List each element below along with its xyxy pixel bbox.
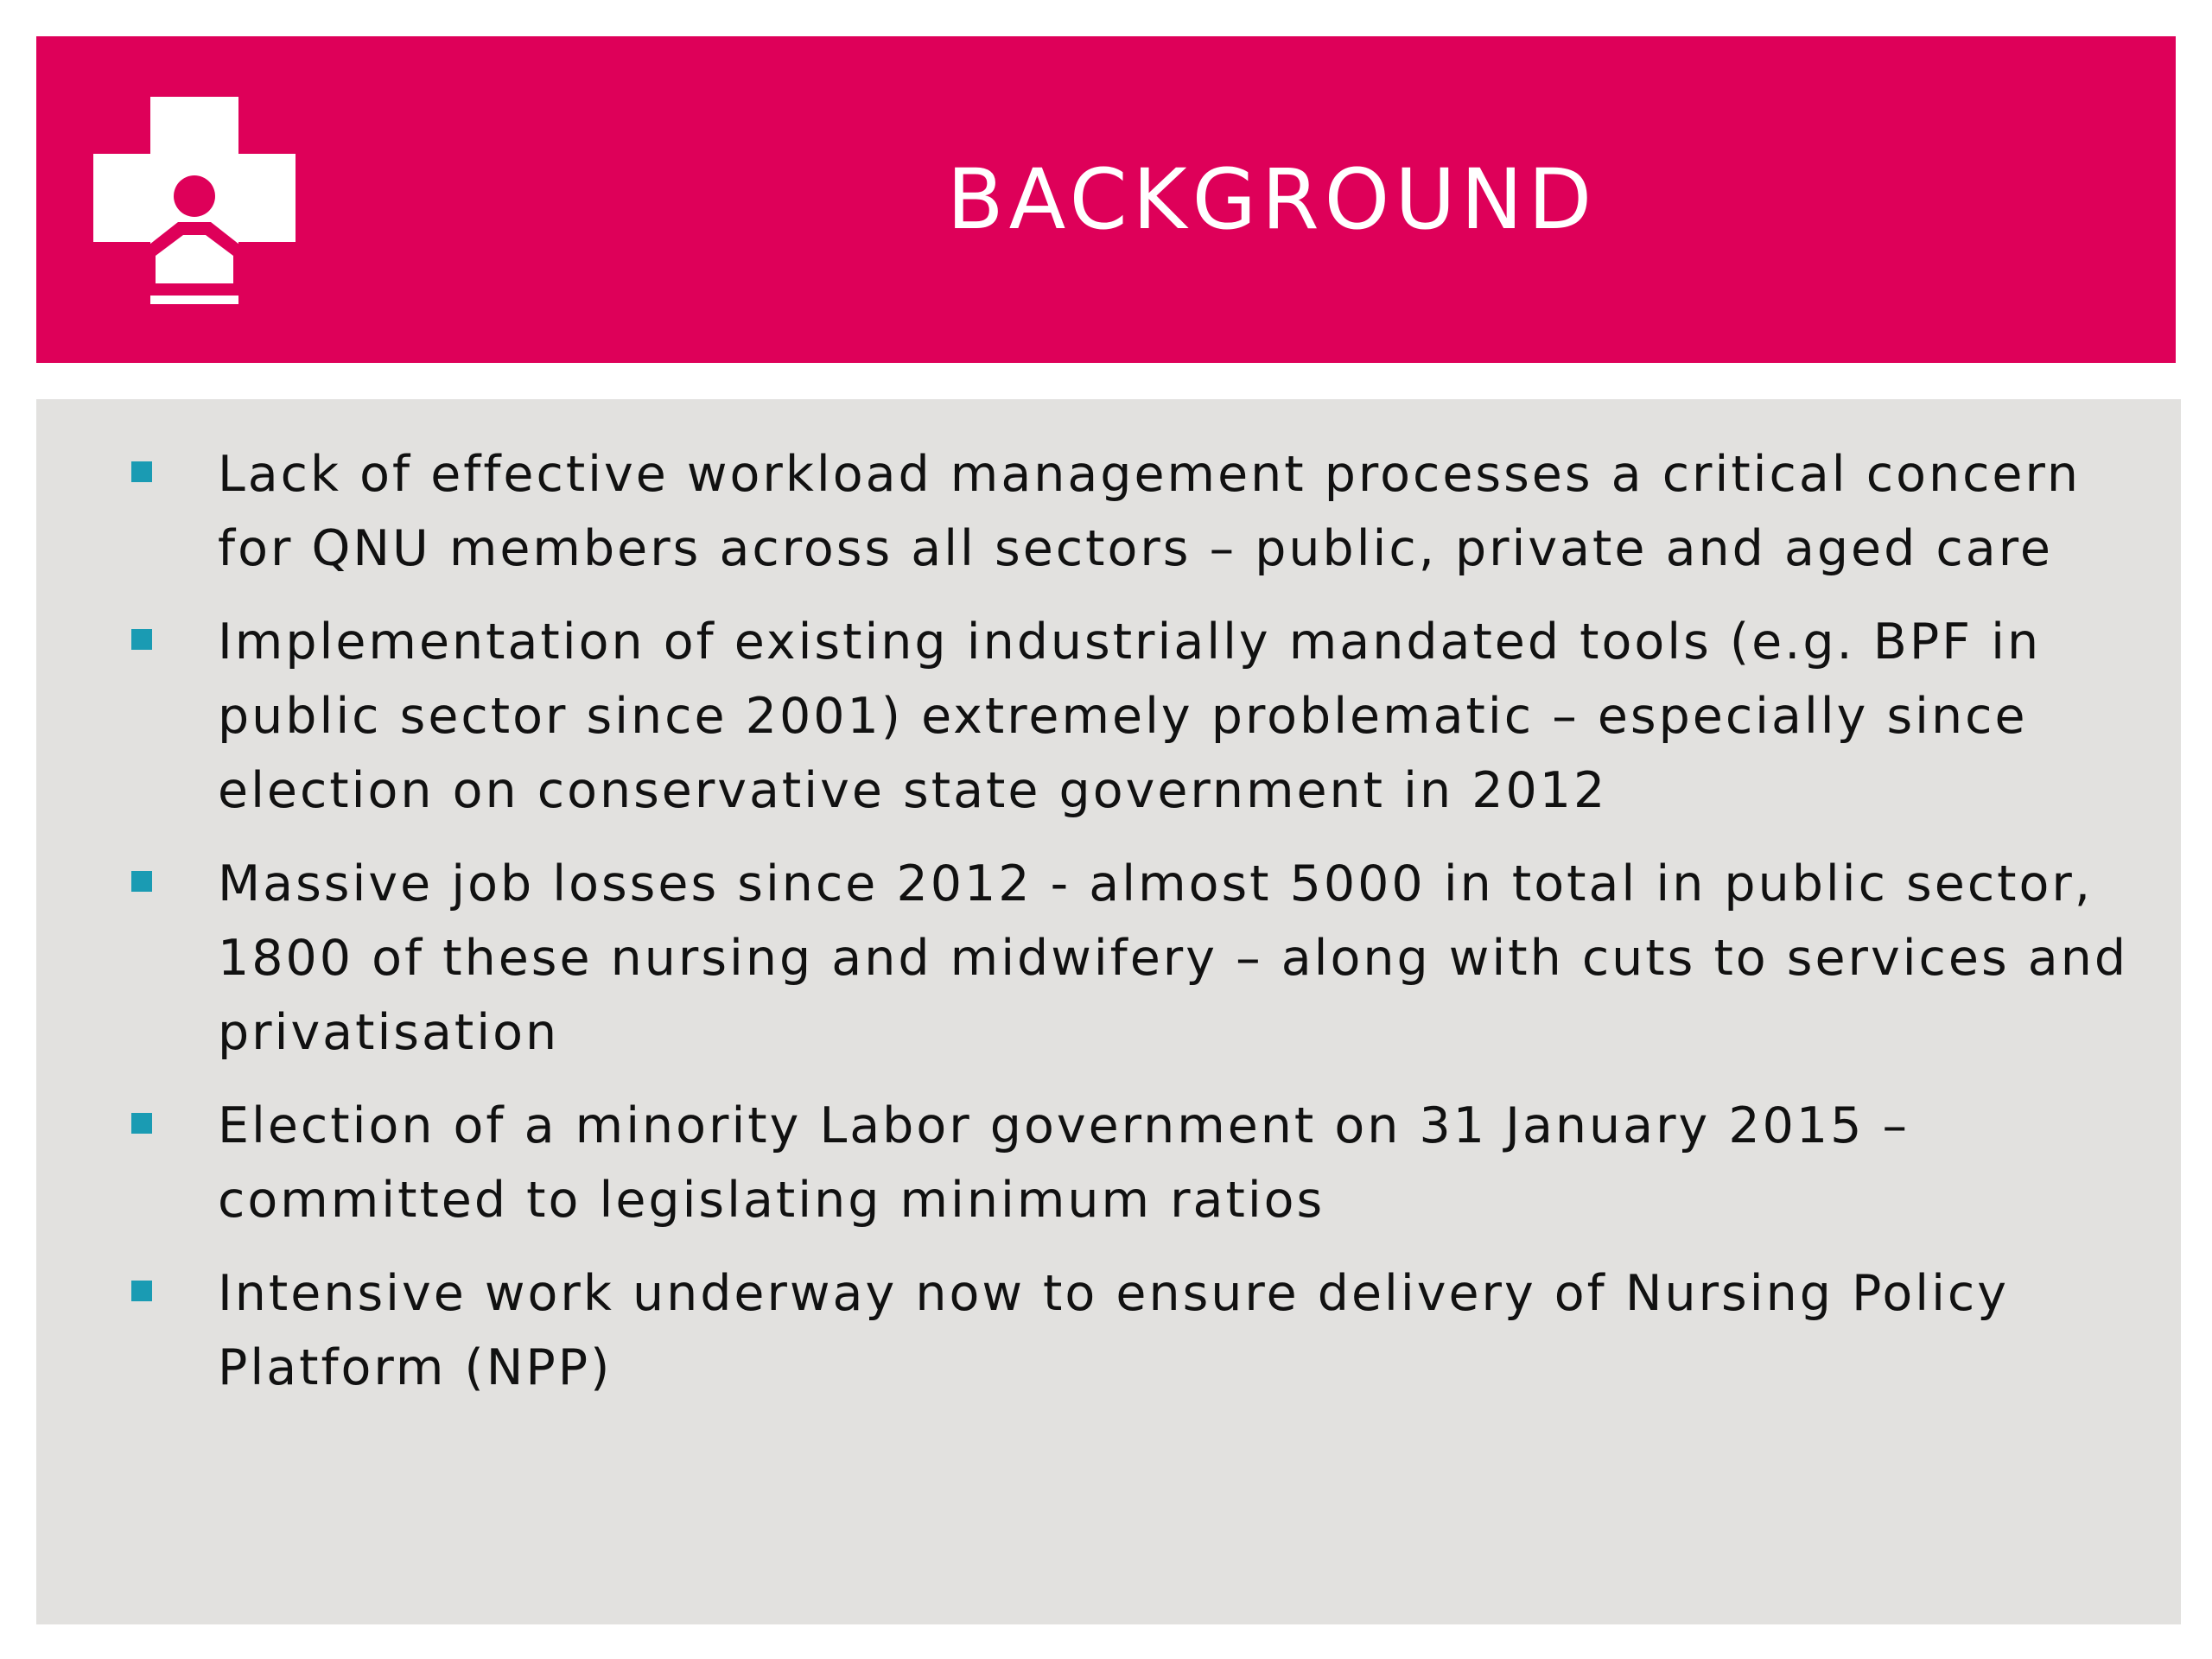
square-bullet-icon: [131, 1113, 152, 1134]
title-banner: [36, 36, 2176, 363]
bullet-text: Election of a minority Labor government on 31 January 2015 – committed to legislating minimum ratios: [218, 1097, 1910, 1229]
nurse-cross-icon: [93, 97, 296, 304]
square-bullet-icon: [131, 461, 152, 482]
bullet-item: [131, 847, 2145, 1070]
square-bullet-icon: [131, 871, 152, 892]
bullet-list: [131, 437, 2145, 1424]
square-bullet-icon: [131, 1281, 152, 1301]
bullet-text: Intensive work underway now to ensure delivery of Nursing Policy Platform (NPP): [218, 1265, 2009, 1396]
square-bullet-icon: [131, 629, 152, 650]
bullet-text: Implementation of existing industrially mandated tools (e.g. BPF in public sector since 2001) extremely problematic – especially since election on conservative state government in 2012: [218, 613, 2042, 819]
bullet-text: Lack of effective workload management processes a critical concern for QNU members across all sectors – public, private and aged care: [218, 446, 2082, 577]
bullet-item: [131, 1256, 2145, 1405]
bullet-item: [131, 605, 2145, 828]
content-panel: [36, 399, 2181, 1624]
slide-title: BACKGROUND: [946, 151, 1598, 248]
bullet-item: [131, 437, 2145, 586]
bullet-item: [131, 1089, 2145, 1237]
bullet-text: Massive job losses since 2012 - almost 5000 in total in public sector, 1800 of these nursing and midwifery – along with cuts to services and privatisation: [218, 855, 2129, 1061]
